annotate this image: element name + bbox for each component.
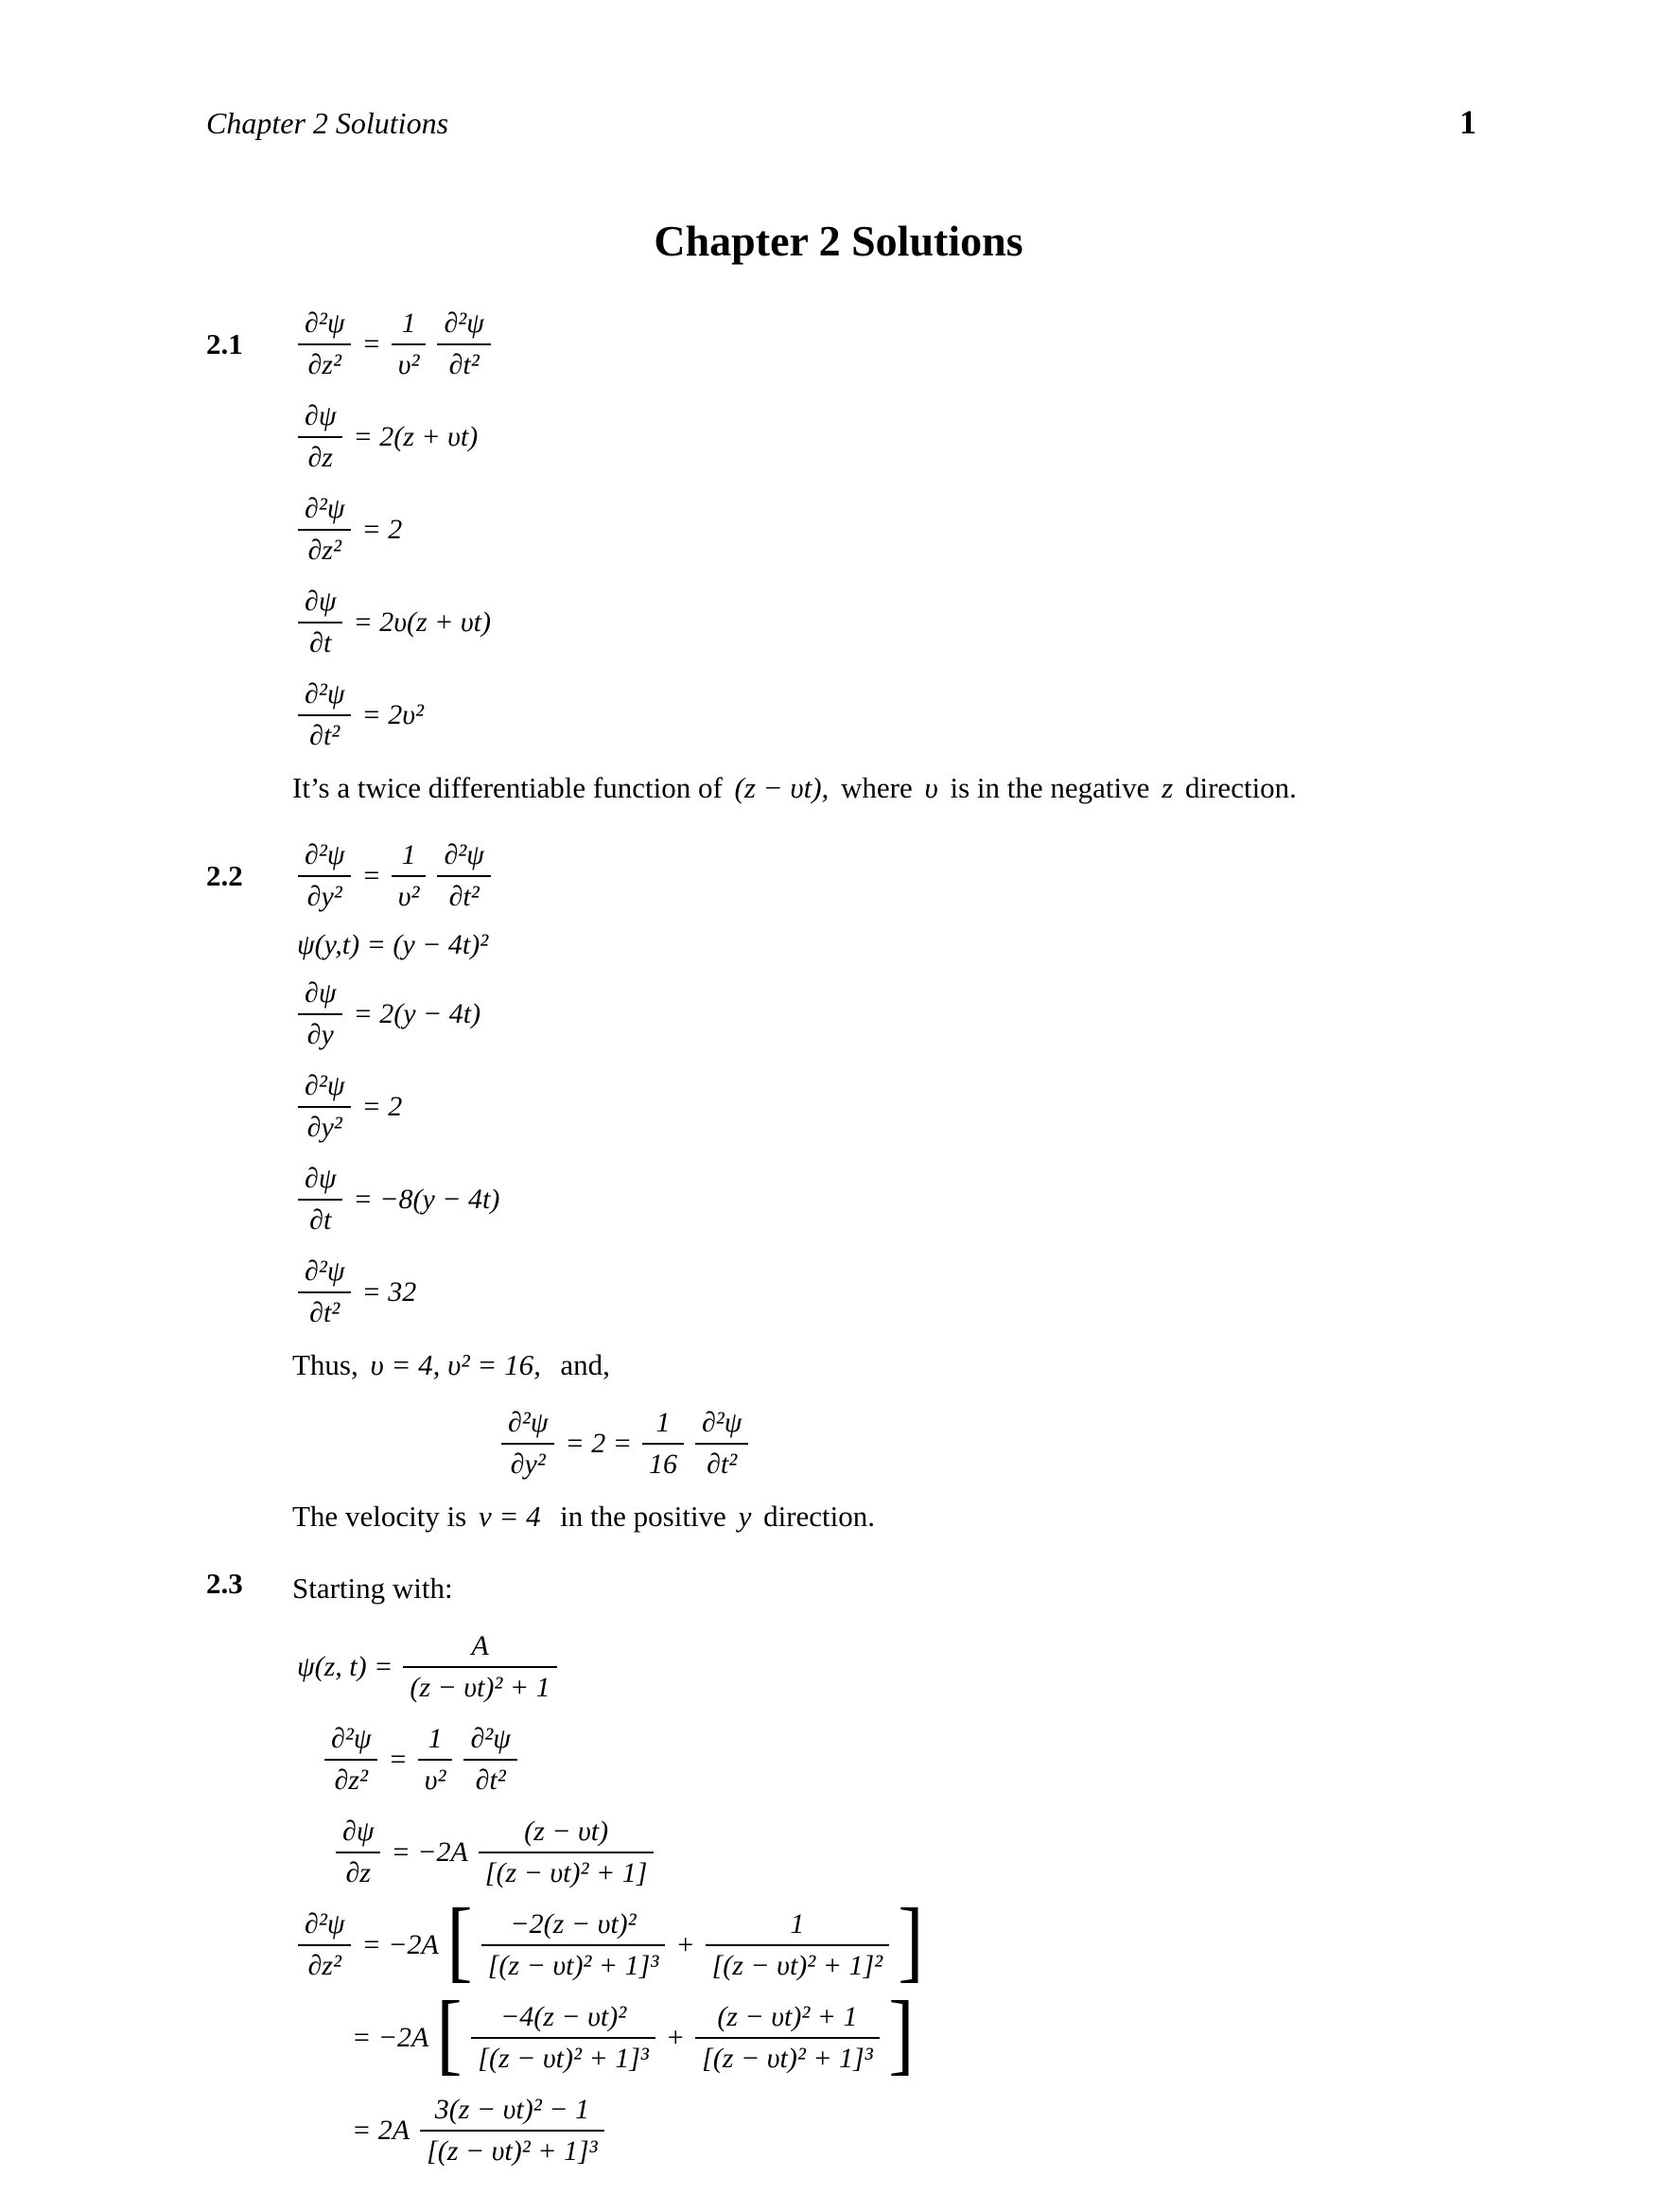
math-fraction: [501, 1404, 554, 1483]
text-line: [292, 1569, 1511, 1608]
fraction-denominator: ∂t²: [475, 1764, 506, 1796]
math-run: ψ(z, t) =: [297, 1651, 393, 1682]
big-bracket: [: [446, 1889, 473, 1991]
fraction-numerator: ∂ψ: [298, 974, 342, 1015]
fraction-numerator: A: [403, 1627, 556, 1668]
fraction-denominator: ∂z²: [307, 1950, 341, 1981]
text-run: and,: [545, 1348, 610, 1381]
fraction-denominator: (z − υt)² + 1: [410, 1672, 550, 1703]
math-fraction: [298, 676, 351, 755]
fraction-denominator: [(z − υt)² + 1]³: [487, 1950, 659, 1981]
math-fraction: [695, 1998, 880, 2078]
fraction-numerator: ∂²ψ: [695, 1404, 748, 1445]
math-fraction: [463, 1720, 516, 1799]
fraction-numerator: ∂²ψ: [298, 836, 351, 877]
equation-line: [292, 1160, 1511, 1239]
fraction-denominator: ∂t: [309, 1204, 332, 1236]
fraction-denominator: ∂t²: [448, 881, 480, 912]
fraction-numerator: 1: [642, 1404, 684, 1445]
math-run: = −8(y − 4t): [353, 1184, 500, 1215]
document-body: [206, 305, 1511, 2193]
fraction-denominator: ∂y²: [306, 881, 342, 912]
section-content: [292, 1565, 1511, 2184]
section-number: 2.2: [206, 859, 243, 892]
fraction-denominator: [(z − υt)² + 1]³: [478, 2043, 649, 2074]
equation-line: [347, 1982, 1511, 2083]
equation-line: [292, 974, 1511, 1054]
fraction-denominator: ∂z: [307, 442, 333, 473]
math-run: = 2A: [352, 2115, 411, 2146]
fraction-numerator: 3(z − υt)² − 1: [420, 2091, 604, 2132]
fraction-numerator: ∂ψ: [298, 397, 342, 438]
equation-line: [292, 397, 1511, 477]
equation-line: [292, 1627, 1511, 1707]
equation-line: [292, 1067, 1511, 1147]
fraction-denominator: ∂t: [309, 627, 332, 658]
fraction-numerator: ∂²ψ: [437, 305, 490, 345]
page-title: Chapter 2 Solutions: [654, 217, 1023, 265]
fraction-denominator: ∂z: [345, 1857, 371, 1888]
text-run: direction.: [1178, 771, 1297, 804]
math-fraction: [298, 974, 342, 1054]
math-run: z: [1162, 771, 1174, 804]
equation-line: [292, 929, 1511, 961]
text-run: direction.: [756, 1500, 876, 1533]
math-run: =: [361, 328, 381, 360]
math-run: υ: [924, 771, 946, 804]
math-run: +: [665, 2022, 686, 2053]
math-run: = 2 =: [565, 1428, 632, 1459]
math-run: y: [738, 1500, 752, 1533]
math-run: = 2(y − 4t): [353, 998, 481, 1029]
fraction-denominator: [(z − υt)² + 1]³: [702, 2043, 873, 2074]
text-line: [292, 1345, 1511, 1385]
math-fraction: [392, 305, 427, 384]
fraction-denominator: ∂y: [306, 1019, 334, 1050]
solution-section: [206, 1565, 1511, 2184]
equation-line: [292, 305, 1511, 384]
big-bracket: [: [436, 1982, 463, 2083]
math-fraction: [418, 1720, 453, 1799]
equation-line: [292, 676, 1511, 755]
fraction-denominator: [(z − υt)² + 1]³: [427, 2135, 598, 2167]
math-run: = 2υ(z + υt): [353, 606, 491, 638]
math-run: =: [388, 1744, 408, 1775]
fraction-numerator: ∂ψ: [298, 1160, 342, 1201]
math-run: ψ(y,t) = (y − 4t)²: [297, 929, 489, 960]
math-fraction: [298, 397, 342, 477]
fraction-denominator: ∂t²: [707, 1448, 738, 1480]
fraction-numerator: ∂²ψ: [298, 1905, 351, 1946]
math-run: v = 4: [478, 1500, 541, 1533]
text-line: [292, 768, 1511, 808]
math-run: +: [675, 1929, 695, 1960]
math-run: (z − υt),: [734, 771, 830, 804]
page-number: 1: [1459, 103, 1476, 141]
math-fraction: [298, 490, 351, 570]
section-content: [292, 836, 1511, 1555]
text-run: The velocity is: [292, 1500, 474, 1533]
running-header: [206, 102, 1476, 142]
fraction-denominator: 16: [648, 1448, 677, 1480]
math-fraction: [298, 1253, 351, 1332]
fraction-numerator: ∂²ψ: [298, 1067, 351, 1108]
fraction-denominator: ∂z²: [334, 1764, 368, 1796]
math-fraction: [298, 1067, 351, 1147]
fraction-denominator: ∂t²: [309, 1297, 341, 1328]
section-number: 2.1: [206, 327, 243, 360]
fraction-numerator: 1: [418, 1720, 453, 1761]
solution-section: [206, 836, 1511, 1555]
text-run: Thus,: [292, 1348, 366, 1381]
equation-line: [292, 1889, 1511, 1991]
fraction-numerator: ∂ψ: [298, 583, 342, 623]
fraction-numerator: ∂²ψ: [463, 1720, 516, 1761]
equation-line: [319, 1720, 1511, 1799]
fraction-denominator: υ²: [397, 881, 420, 912]
section-number: 2.3: [206, 1567, 243, 1600]
math-fraction: [298, 583, 342, 662]
fraction-numerator: 1: [392, 305, 427, 345]
fraction-denominator: ∂t²: [448, 349, 480, 380]
fraction-numerator: −2(z − υt)²: [481, 1905, 666, 1946]
equation-line: [292, 490, 1511, 570]
math-fraction: [481, 1905, 666, 1985]
equation-line: [496, 1404, 1511, 1483]
math-run: = 2: [361, 1091, 403, 1122]
fraction-denominator: ∂y²: [306, 1112, 342, 1143]
text-run: It’s a twice differentiable function of: [292, 771, 730, 804]
math-fraction: [479, 1813, 655, 1892]
section-content: [292, 305, 1511, 827]
text-run: in the positive: [545, 1500, 734, 1533]
math-fraction: [324, 1720, 377, 1799]
equation-line: [292, 1253, 1511, 1332]
math-run: = 2(z + υt): [353, 421, 479, 452]
fraction-denominator: [(z − υt)² + 1]: [484, 1857, 648, 1888]
fraction-numerator: (z − υt)² + 1: [695, 1998, 880, 2039]
big-bracket: ]: [888, 1982, 915, 2083]
math-fraction: [706, 1905, 890, 1985]
fraction-numerator: −4(z − υt)²: [471, 1998, 655, 2039]
fraction-denominator: υ²: [397, 349, 420, 380]
text-run: where: [833, 771, 920, 804]
math-run: υ = 4, υ² = 16,: [370, 1348, 541, 1381]
fraction-denominator: [(z − υt)² + 1]²: [711, 1950, 883, 1981]
math-fraction: [336, 1813, 380, 1892]
equation-line: [292, 583, 1511, 662]
fraction-denominator: ∂t²: [309, 720, 341, 751]
math-run: = −2A: [391, 1836, 468, 1868]
fraction-numerator: ∂²ψ: [298, 676, 351, 716]
fraction-numerator: 1: [706, 1905, 890, 1946]
big-bracket: ]: [898, 1889, 924, 1991]
equation-line: [292, 836, 1511, 916]
math-fraction: [298, 1905, 351, 1985]
math-run: = 32: [361, 1276, 417, 1308]
fraction-numerator: ∂²ψ: [501, 1404, 554, 1445]
fraction-numerator: ∂ψ: [336, 1813, 380, 1853]
fraction-numerator: (z − υt): [479, 1813, 655, 1853]
math-fraction: [471, 1998, 655, 2078]
text-line: [292, 1497, 1511, 1536]
fraction-denominator: ∂y²: [510, 1448, 546, 1480]
fraction-denominator: ∂z²: [307, 535, 341, 566]
math-fraction: [403, 1627, 556, 1707]
math-fraction: [437, 836, 490, 916]
math-fraction: [298, 1160, 342, 1239]
math-run: = 2: [361, 514, 403, 545]
math-fraction: [437, 305, 490, 384]
math-run: = 2υ²: [361, 699, 424, 730]
math-fraction: [695, 1404, 748, 1483]
fraction-denominator: υ²: [424, 1764, 446, 1796]
math-fraction: [298, 305, 351, 384]
solution-section: [206, 305, 1511, 827]
text-run: Starting with:: [292, 1571, 453, 1605]
math-fraction: [642, 1404, 684, 1483]
text-run: is in the negative: [950, 771, 1158, 804]
math-fraction: [420, 2091, 604, 2170]
math-run: = −2A: [361, 1929, 439, 1960]
fraction-numerator: ∂²ψ: [298, 1253, 351, 1293]
equation-line: [330, 1813, 1511, 1892]
fraction-numerator: ∂²ψ: [298, 490, 351, 531]
equation-line: [347, 2091, 1511, 2170]
fraction-numerator: 1: [392, 836, 427, 877]
math-run: = −2A: [352, 2022, 429, 2053]
math-run: =: [361, 860, 381, 891]
math-fraction: [392, 836, 427, 916]
fraction-numerator: ∂²ψ: [324, 1720, 377, 1761]
fraction-numerator: ∂²ψ: [298, 305, 351, 345]
running-header-title: Chapter 2 Solutions: [206, 106, 449, 140]
math-fraction: [298, 836, 351, 916]
fraction-numerator: ∂²ψ: [437, 836, 490, 877]
fraction-denominator: ∂z²: [307, 349, 341, 380]
